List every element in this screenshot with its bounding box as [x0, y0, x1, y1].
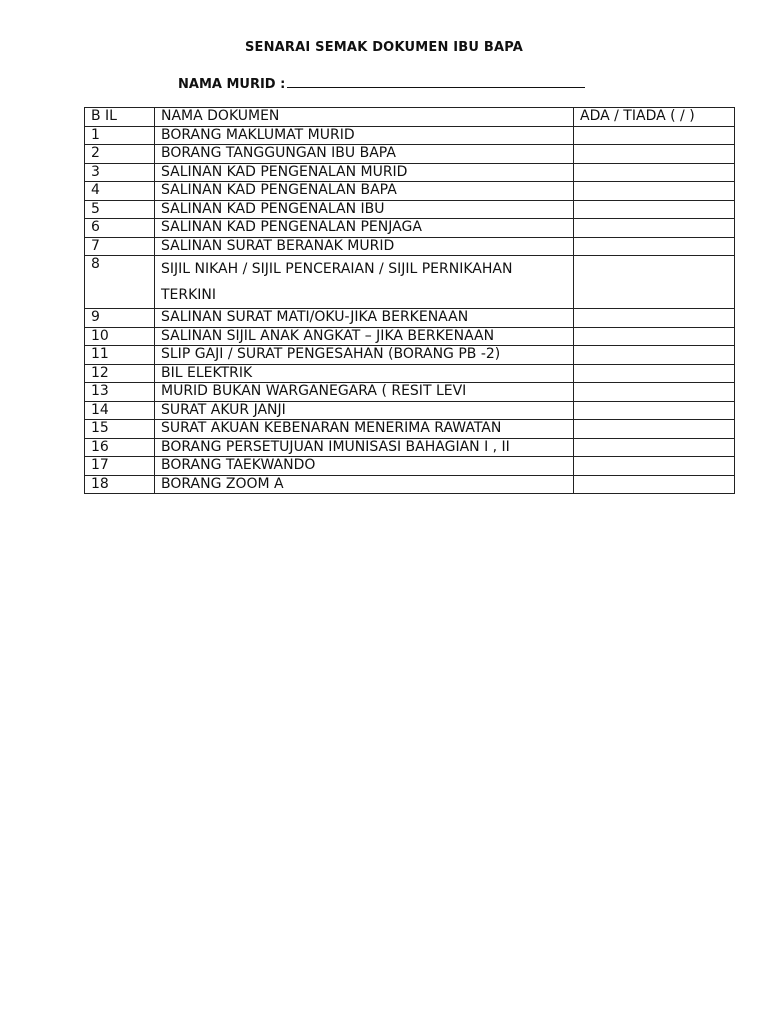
row-number: 9 — [85, 309, 155, 328]
table-row — [85, 327, 735, 346]
row-number: 2 — [85, 145, 155, 164]
document-name: SURAT AKUR JANJI — [155, 401, 574, 420]
document-name: BORANG TAEKWANDO — [155, 457, 574, 476]
header-availability: ADA / TIADA ( / ) — [574, 108, 735, 127]
table-row — [85, 475, 735, 494]
availability-check-cell[interactable] — [574, 145, 735, 164]
document-name: SALINAN SIJIL ANAK ANGKAT – JIKA BERKENAAN — [155, 327, 574, 346]
row-number: 7 — [85, 237, 155, 256]
row-number: 18 — [85, 475, 155, 494]
row-number: 4 — [85, 182, 155, 201]
table-row — [85, 383, 735, 402]
document-name: SALINAN KAD PENGENALAN MURID — [155, 163, 574, 182]
table-row — [85, 309, 735, 328]
document-name: BORANG PERSETUJUAN IMUNISASI BAHAGIAN I , II — [155, 438, 574, 457]
document-name: SALINAN KAD PENGENALAN BAPA — [155, 182, 574, 201]
table-row — [85, 346, 735, 365]
availability-check-cell[interactable] — [574, 401, 735, 420]
availability-check-cell[interactable] — [574, 364, 735, 383]
table-row — [85, 145, 735, 164]
table-header-row — [85, 108, 735, 127]
header-document-name: NAMA DOKUMEN — [155, 108, 574, 127]
table-row — [85, 219, 735, 238]
availability-check-cell[interactable] — [574, 200, 735, 219]
table-row — [85, 256, 735, 309]
availability-check-cell[interactable] — [574, 438, 735, 457]
row-number: 12 — [85, 364, 155, 383]
row-number: 3 — [85, 163, 155, 182]
document-name: SALINAN SURAT BERANAK MURID — [155, 237, 574, 256]
student-name-line — [178, 73, 585, 92]
row-number: 10 — [85, 327, 155, 346]
table-row — [85, 420, 735, 439]
row-number: 15 — [85, 420, 155, 439]
availability-check-cell[interactable] — [574, 420, 735, 439]
availability-check-cell[interactable] — [574, 237, 735, 256]
availability-check-cell[interactable] — [574, 182, 735, 201]
row-number: 16 — [85, 438, 155, 457]
document-name: BORANG TANGGUNGAN IBU BAPA — [155, 145, 574, 164]
availability-check-cell[interactable] — [574, 256, 735, 309]
row-number: 13 — [85, 383, 155, 402]
document-name: SURAT AKUAN KEBENARAN MENERIMA RAWATAN — [155, 420, 574, 439]
document-name: MURID BUKAN WARGANEGARA ( RESIT LEVI — [155, 383, 574, 402]
row-number: 1 — [85, 126, 155, 145]
row-number: 17 — [85, 457, 155, 476]
availability-check-cell[interactable] — [574, 475, 735, 494]
student-name-label: NAMA MURID : — [178, 77, 286, 92]
table-row — [85, 401, 735, 420]
table-row — [85, 200, 735, 219]
table-row — [85, 237, 735, 256]
page-title: SENARAI SEMAK DOKUMEN IBU BAPA — [244, 40, 524, 55]
availability-check-cell[interactable] — [574, 383, 735, 402]
row-number: 5 — [85, 200, 155, 219]
document-name: BORANG MAKLUMAT MURID — [155, 126, 574, 145]
document-checklist-table — [84, 107, 735, 494]
table-row — [85, 364, 735, 383]
table-row — [85, 457, 735, 476]
table-row — [85, 182, 735, 201]
availability-check-cell[interactable] — [574, 126, 735, 145]
header-bil: B IL — [85, 108, 155, 127]
document-name: BIL ELEKTRIK — [155, 364, 574, 383]
document-name: SALINAN KAD PENGENALAN IBU — [155, 200, 574, 219]
row-number: 6 — [85, 219, 155, 238]
document-name: SALINAN SURAT MATI/OKU-JIKA BERKENAAN — [155, 309, 574, 328]
document-name: SLIP GAJI / SURAT PENGESAHAN (BORANG PB -2) — [155, 346, 574, 365]
document-name: SALINAN KAD PENGENALAN PENJAGA — [155, 219, 574, 238]
table-row — [85, 163, 735, 182]
availability-check-cell[interactable] — [574, 219, 735, 238]
row-number: 11 — [85, 346, 155, 365]
availability-check-cell[interactable] — [574, 457, 735, 476]
row-number: 8 — [85, 256, 155, 309]
document-name: BORANG ZOOM A — [155, 475, 574, 494]
document-name: SIJIL NIKAH / SIJIL PENCERAIAN / SIJIL PERNIKAHAN TERKINI — [155, 256, 574, 309]
availability-check-cell[interactable] — [574, 346, 735, 365]
availability-check-cell[interactable] — [574, 327, 735, 346]
row-number: 14 — [85, 401, 155, 420]
table-row — [85, 438, 735, 457]
student-name-field[interactable] — [287, 73, 585, 88]
availability-check-cell[interactable] — [574, 309, 735, 328]
availability-check-cell[interactable] — [574, 163, 735, 182]
table-row — [85, 126, 735, 145]
